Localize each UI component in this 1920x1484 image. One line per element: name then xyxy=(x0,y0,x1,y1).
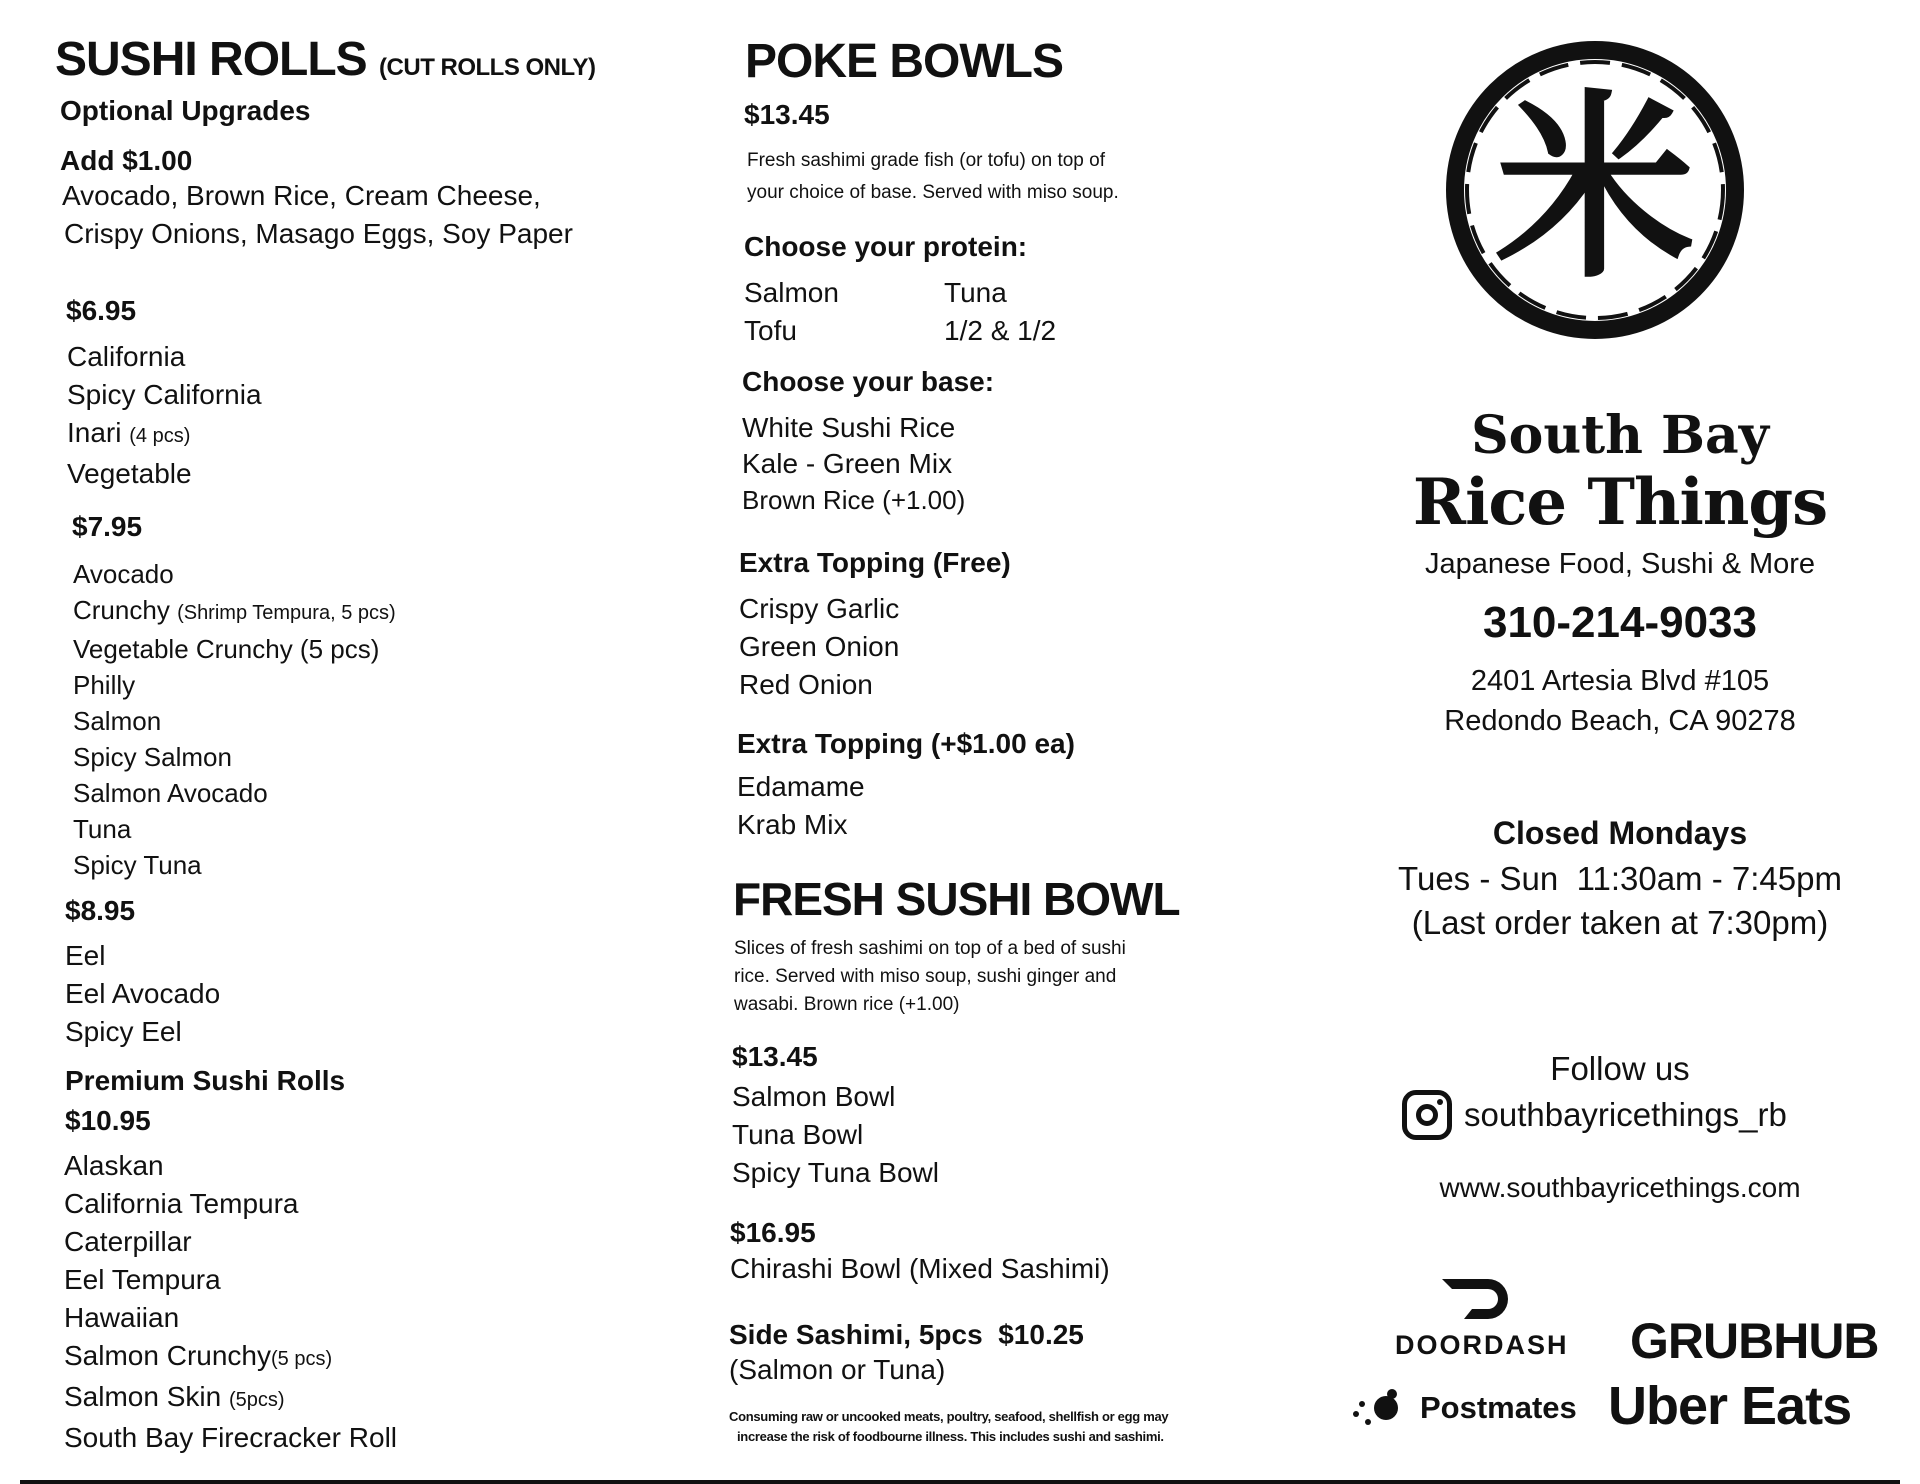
list-item: Hawaiian xyxy=(64,1302,180,1333)
list-item: Tofu xyxy=(744,315,797,346)
list-item: Kale - Green Mix xyxy=(742,448,953,479)
list-item: Alaskan xyxy=(64,1150,164,1181)
sushi-rolls-title xyxy=(55,33,596,86)
ubereats-label: Uber Eats xyxy=(1608,1376,1852,1436)
list-item: California xyxy=(67,341,186,372)
list-item: Philly xyxy=(73,670,136,700)
list-item-note: (4 pcs) xyxy=(129,425,191,447)
tier1-list xyxy=(67,338,262,493)
list-item: Krab Mix xyxy=(737,809,848,840)
list-item: Tuna xyxy=(73,814,132,844)
list-item: Tuna xyxy=(944,277,1007,308)
list-item-label: Salmon Skin xyxy=(64,1381,222,1412)
side-sashimi-note: (Salmon or Tuna) xyxy=(729,1354,946,1385)
address-line-1: 2401 Artesia Blvd #105 xyxy=(1470,665,1770,697)
poke-bowls-title: POKE BOWLS xyxy=(745,35,1064,88)
instagram-handle: southbayricethings_rb xyxy=(1464,1096,1787,1133)
instagram-handle-row[interactable] xyxy=(1402,1090,1787,1140)
list-item: Salmon xyxy=(744,277,839,308)
upgrades-heading: Optional Upgrades xyxy=(60,95,311,126)
tier2-price: $7.95 xyxy=(72,511,143,542)
sushi-bowl-price-1: $13.45 xyxy=(732,1041,818,1072)
list-item-label: Crunchy xyxy=(73,595,170,625)
tier3-list xyxy=(65,937,220,1051)
sushi-bowl-desc-line-1: Slices of fresh sashimi on top of a bed of sushi xyxy=(734,938,1126,959)
base-list xyxy=(742,410,965,518)
raw-food-warning-line-2: increase the risk of foodbourne illness. This includes sushi and sashimi. xyxy=(737,1429,1164,1444)
list-item-note: (5 pcs) xyxy=(270,1348,333,1370)
list-item xyxy=(64,1337,397,1378)
phone-number[interactable]: 310-214-9033 xyxy=(1482,598,1757,647)
list-item: South Bay Firecracker Roll xyxy=(64,1422,398,1453)
fresh-sushi-bowl-title: FRESH SUSHI BOWL xyxy=(733,873,1180,925)
opening-hours: Tues - Sun 11:30am - 7:45pm xyxy=(1398,860,1842,897)
upgrades-line-2: Crispy Onions, Masago Eggs, Soy Paper xyxy=(64,218,573,249)
list-item-note: (5pcs) xyxy=(228,1389,285,1411)
list-item: Salmon Bowl xyxy=(732,1081,896,1112)
upgrades-line-1: Avocado, Brown Rice, Cream Cheese, xyxy=(62,180,541,211)
free-topping-list xyxy=(739,590,899,704)
list-item: Eel Avocado xyxy=(65,978,221,1009)
doordash-icon xyxy=(1440,1275,1520,1328)
tier2-list xyxy=(73,556,396,883)
sushi-bowl-list xyxy=(732,1078,939,1192)
list-item: Spicy California xyxy=(67,379,262,410)
list-item: White Sushi Rice xyxy=(742,412,956,443)
list-item: Spicy Eel xyxy=(65,1016,182,1047)
sushi-rolls-title-note: (CUT ROLLS ONLY) xyxy=(379,54,596,81)
list-item: Green Onion xyxy=(739,631,900,662)
list-item: Crispy Garlic xyxy=(739,593,900,624)
protein-heading: Choose your protein: xyxy=(744,231,1028,262)
address-line-2: Redondo Beach, CA 90278 xyxy=(1444,705,1796,737)
brand-name-line-1: South Bay xyxy=(1471,405,1769,466)
grubhub-label: GRUBHUB xyxy=(1630,1313,1879,1369)
doordash-label: DOORDASH xyxy=(1395,1330,1569,1360)
list-item: Brown Rice (+1.00) xyxy=(742,485,966,515)
list-item: Eel Tempura xyxy=(64,1264,221,1295)
list-item: Edamame xyxy=(737,771,865,802)
raw-food-warning-line-1: Consuming raw or uncooked meats, poultry, seafood, shellfish or egg may xyxy=(729,1409,1169,1424)
list-item: Tuna Bowl xyxy=(732,1119,864,1150)
chirashi-bowl: Chirashi Bowl (Mixed Sashimi) xyxy=(730,1253,1110,1284)
poke-price: $13.45 xyxy=(744,99,830,130)
rice-kanji-logo xyxy=(1435,30,1755,350)
tier1-price: $6.95 xyxy=(66,295,137,326)
list-item: Vegetable xyxy=(67,458,192,489)
list-item: 1/2 & 1/2 xyxy=(944,315,1057,346)
postmates-icon xyxy=(1348,1386,1404,1435)
bottom-divider xyxy=(20,1480,1900,1484)
list-item-label: Salmon Crunchy xyxy=(64,1340,271,1371)
list-item: Salmon Avocado xyxy=(73,778,268,808)
sushi-bowl-desc-line-3: wasabi. Brown rice (+1.00) xyxy=(734,994,960,1015)
list-item xyxy=(64,1378,397,1419)
last-order-note: (Last order taken at 7:30pm) xyxy=(1411,904,1829,941)
list-item: Salmon xyxy=(73,706,162,736)
list-item: California Tempura xyxy=(64,1188,299,1219)
base-heading: Choose your base: xyxy=(742,366,995,397)
list-item-label: Inari xyxy=(67,417,122,448)
poke-desc-line-2: your choice of base. Served with miso soup. xyxy=(747,182,1119,203)
protein-list xyxy=(744,274,1144,350)
paid-topping-heading: Extra Topping (+$1.00 ea) xyxy=(737,728,1075,759)
sushi-rolls-title-text: SUSHI ROLLS xyxy=(55,33,367,86)
premium-heading: Premium Sushi Rolls xyxy=(65,1065,346,1096)
tagline: Japanese Food, Sushi & More xyxy=(1424,548,1816,580)
sushi-bowl-desc-line-2: rice. Served with miso soup, sushi ginger and xyxy=(734,966,1117,987)
list-item: Avocado xyxy=(73,559,174,589)
premium-list xyxy=(64,1147,397,1457)
list-item: Red Onion xyxy=(739,669,873,700)
side-sashimi: Side Sashimi, 5pcs $10.25 xyxy=(729,1319,1084,1350)
list-item-note: (Shrimp Tempura, 5 pcs) xyxy=(177,602,396,624)
follow-us-label: Follow us xyxy=(1550,1050,1690,1087)
list-item: Eel xyxy=(65,940,106,971)
list-item: Spicy Tuna Bowl xyxy=(732,1157,939,1188)
list-item xyxy=(73,592,396,631)
logo-circle xyxy=(1435,30,1755,350)
logo-glyph: 米 xyxy=(1494,71,1696,306)
sushi-bowl-price-2: $16.95 xyxy=(730,1217,816,1248)
poke-desc-line-1: Fresh sashimi grade fish (or tofu) on top of xyxy=(747,150,1105,171)
free-topping-heading: Extra Topping (Free) xyxy=(739,547,1011,578)
postmates-label: Postmates xyxy=(1420,1390,1577,1425)
instagram-icon xyxy=(1402,1090,1452,1140)
closed-days: Closed Mondays xyxy=(1492,815,1748,851)
brand-name-line-2: Rice Things xyxy=(1412,465,1828,540)
tier3-price: $8.95 xyxy=(65,895,136,926)
list-item: Spicy Salmon xyxy=(73,742,232,772)
upgrades-price: Add $1.00 xyxy=(60,145,193,176)
list-item: Spicy Tuna xyxy=(73,850,202,880)
premium-price: $10.95 xyxy=(65,1105,151,1136)
paid-topping-list xyxy=(737,768,865,844)
list-item xyxy=(67,414,262,455)
website-link[interactable]: www.southbayricethings.com xyxy=(1439,1172,1801,1203)
list-item: Caterpillar xyxy=(64,1226,192,1257)
list-item: Vegetable Crunchy (5 pcs) xyxy=(73,634,380,664)
